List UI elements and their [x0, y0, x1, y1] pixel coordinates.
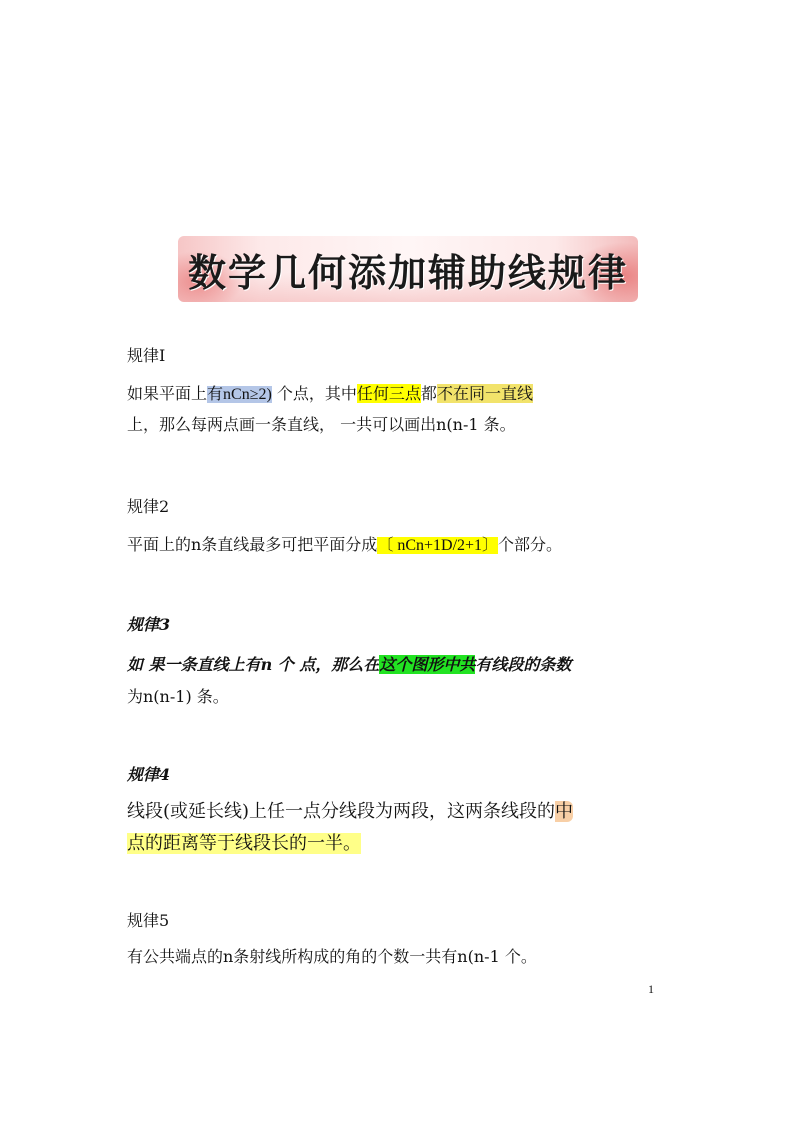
- rule-3-highlight-green: 这个图形中共: [379, 655, 476, 674]
- rule-5-heading: 规律5: [127, 911, 170, 930]
- page-title: 数学几何添加辅助线规律: [187, 250, 628, 295]
- rule-3-heading: 规律3: [127, 615, 171, 634]
- rule-2-text: 平面上的n条直线最多可把平面分成: [127, 535, 378, 554]
- rule-4-line-1: [127, 801, 667, 823]
- rule-1-text: 都: [420, 384, 437, 403]
- rule-2-highlight-yellow: 〔 nCn+1D/2+1〕: [377, 537, 499, 554]
- rule-2-line-1: [127, 534, 667, 557]
- rule-4-highlight-orange: 中: [555, 801, 574, 822]
- rule-3-text: 如 果一条直线上有n 个 点，那么在: [127, 655, 380, 674]
- rule-4-heading: 规律4: [127, 765, 171, 784]
- rule-1-heading: 规律I: [127, 346, 166, 365]
- title-banner: [178, 236, 638, 302]
- rule-3-text: 有线段的条数: [475, 655, 572, 674]
- rule-1-line-2: 上，那么每两点画一条直线， 一共可以画出n(n-1 条。: [127, 415, 516, 434]
- rule-1-highlight-amber: 不在同一直线: [436, 384, 533, 403]
- rule-1-highlight-yellow: 任何三点: [356, 384, 421, 403]
- rule-4-highlight-pale: 点的距离等于线段长的一半。: [127, 833, 361, 854]
- rule-3-line-2: 为n(n-1) 条。: [127, 687, 229, 706]
- rule-3-line-1: [127, 654, 667, 676]
- rule-1-line-1: [127, 383, 667, 406]
- rule-4-line-2: [127, 833, 667, 855]
- page-number: 1: [648, 982, 654, 996]
- rule-1-highlight-blue: 有nCn≥2): [207, 386, 272, 403]
- rule-4-text: 线段(或延长线)上任一点分线段为两段，这两条线段的: [127, 801, 556, 822]
- rule-1-text: 如果平面上: [127, 384, 208, 403]
- rule-2-text: 个部分。: [498, 535, 563, 554]
- rule-1-text: 个点，其中: [271, 384, 357, 403]
- rule-2-heading: 规律2: [127, 497, 170, 516]
- rule-5-line-1: 有公共端点的n条射线所构成的角的个数一共有n(n-1 个。: [127, 947, 537, 966]
